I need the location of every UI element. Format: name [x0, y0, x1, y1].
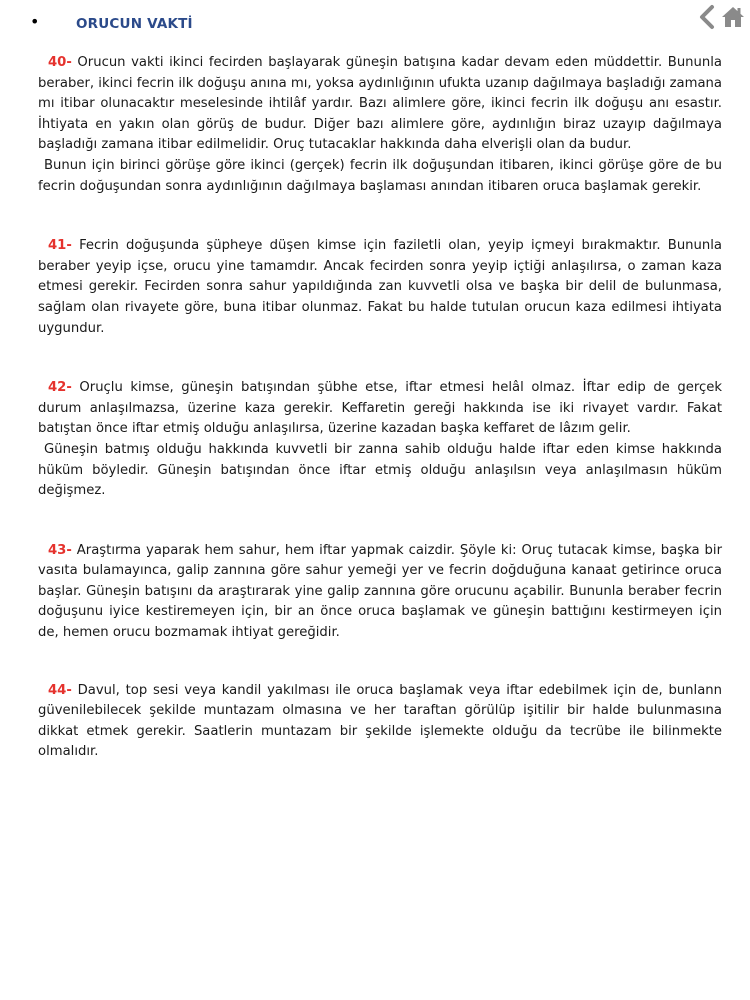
page-title: ORUCUN VAKTİ [76, 16, 193, 32]
bullet-marker: • [30, 12, 40, 31]
page-header [0, 0, 750, 40]
section-number: 40- [48, 55, 72, 70]
paragraph-text: Güneşin batmış olduğu hakkında kuvvetli bir zanna sahib olduğu halde iftar eden kimse hakkında hüküm böyledir. Güneşin batışından önce iftar etmiş olduğu anlaşılsın veya anlaşılmasın hüküm değişmez. [38, 441, 722, 499]
section-number: 43- [48, 542, 72, 558]
paragraph-text: Fecrin doğuşunda şüpheye düşen kimse için faziletli olan, yeyip içmeyi bırakmaktır. Bununla beraber yeyip içse, orucu yine tamamdır. Ancak fecirden sonra yeyip içtiği anlaşılırsa, o zaman kaza etmesi gerekir. Fecirden sonra sahur yapıldığında zan kuvvetli olsa ve başka bir delil de bulunmasa, sağlam olan rivayete göre, buna itibar olunmaz. Fakat bu halde tutulan orucun kaza edilmesi ihtiyata uygundur. [38, 238, 722, 336]
paragraph [38, 681, 722, 763]
paragraph [38, 53, 722, 156]
chevron-left-icon [697, 4, 717, 30]
navigation-bar [694, 2, 746, 32]
section-number: 41- [48, 238, 72, 254]
paragraph [38, 378, 722, 440]
section-44 [38, 681, 722, 763]
home-button[interactable] [720, 3, 746, 31]
section-43 [38, 541, 722, 644]
section-40 [38, 53, 722, 197]
section-41 [38, 236, 722, 339]
home-icon [721, 5, 745, 29]
paragraph [38, 236, 722, 339]
section-42 [38, 378, 722, 502]
paragraph-text: Davul, top sesi veya kandil yakılması ile oruca başlamak veya iftar edebilmek için de, bunlann güvenilebilecek şekilde muntazam olmasına ve her taraftan görülüp işitilir bir halde bulunmasına dikkat etmek gerekir. Saatlerin muntazam bir şekilde işlemekte olduğu da tecrübe ile bilinmekte olmalıdır. [38, 682, 722, 760]
section-number: 44- [48, 682, 72, 698]
back-button[interactable] [694, 3, 720, 31]
paragraph-text: Bunun için birinci görüşe göre ikinci (gerçek) fecrin ilk doğuşundan itibaren, ikinci görüşe göre de bu fecrin doğuşundan sonra aydınlığının dağılmaya başlaması anından itibaren oruca başlamak gerekir. [38, 157, 722, 194]
paragraph-text: Oruçlu kimse, güneşin batışından şübhe etse, iftar etmesi helâl olmaz. İftar edip de gerçek durum anlaşılmazsa, üzerine kaza gerekir. Keffaretin gereği hakkında ise iki rivayet vardır. Fakat batıştan önce iftar etmiş olduğu anlaşılırsa, üzerine kazadan başka keffaret de lâzım gelir. [38, 380, 722, 437]
paragraph-text: Araştırma yaparak hem sahur, hem iftar yapmak caizdir. Şöyle ki: Oruç tutacak kimse, başka bir vasıta bulamayınca, galip zannına göre sahur yemeği yer ve fecrin doğduğuna kanaat getirince oruca başlar. Güneşin batışını da araştırarak yine galip zannına göre orucunu açabilir. Bununla beraber fecrin doğuşunu iyice kestiremeyen için, bir an önce oruca başlamak ve güneşin battığını kestirmeyen için de, hemen orucu bozmamak ihtiyat gereğidir. [38, 542, 722, 641]
section-number: 42- [48, 380, 72, 396]
paragraph [38, 541, 722, 644]
paragraph-text: Orucun vakti ikinci fecirden başlayarak güneşin batışına kadar devam eden müddettir. Bununla beraber, ikinci fecrin ilk doğuşu anına mı, yoksa aydınlığının ufukta uzanıp dağılmaya başladığı zamana mı itibar olunacaktır meselesinde ihtilâf yardır. Bazı alimlere göre, ikinci fecrin ilk doğuşu anı esastır. İhtiyata en yakın olan görüş de budur. Diğer bazı alimlere göre, aydınlığın biraz uzayıp dağılmaya başladığı zamana itibar edilmelidir. Oruç tutacaklar hakkında daha elverişli olan da budur. [38, 55, 722, 153]
article-body [38, 53, 722, 802]
